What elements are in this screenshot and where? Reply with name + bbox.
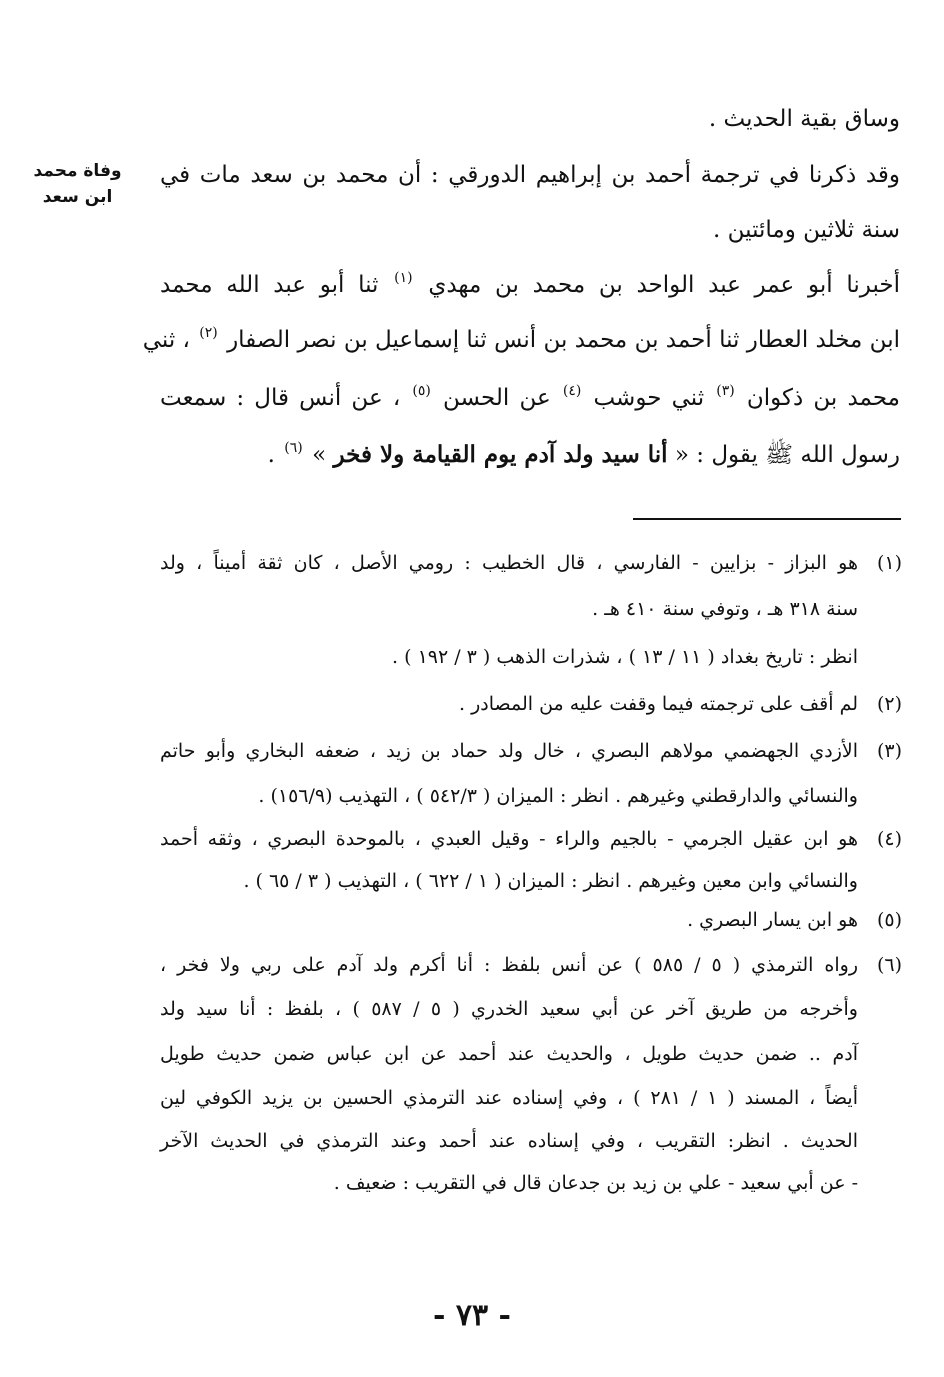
body-text: ، ثني — [142, 327, 190, 353]
body-line-3: سنة ثلاثين ومائتين . — [713, 217, 900, 243]
body-text: ثنا أبو عبد الله محمد — [160, 272, 379, 298]
footnote-ref-3: (٣) — [716, 383, 735, 399]
footnote-ref-4: (٤) — [562, 383, 582, 399]
footnote-number-3: (٣) — [876, 740, 902, 762]
footnote-1-line-3: انظر : تاريخ بغداد ( ١١ / ١٣ ) ، شذرات الذهب ( ٣ / ١٩٢ ) . — [392, 646, 858, 668]
footnote-6-line-3: آدم .. ضمن حديث طويل ، والحديث عند أحمد عن ابن عباس ضمن حديث طويل — [160, 1043, 858, 1065]
footnote-3-line-1: الأزدي الجهضمي مولاهم البصري ، خال ولد حماد بن زيد ، ضعفه البخاري وأبو حاتم — [160, 740, 858, 762]
footnote-3-line-2: والنسائي والدارقطني وغيرهم . انظر : الميزان ( ٥٤٢/٣ ) ، التهذيب (١٥٦/٩) . — [258, 785, 858, 807]
footnote-number-1: (١) — [876, 552, 902, 574]
body-text: محمد بن ذكوان — [746, 385, 900, 411]
body-line-1: وساق بقية الحديث . — [708, 106, 900, 132]
body-text: رسول الله ﷺ يقول : « — [674, 442, 900, 468]
body-text: » — [312, 442, 327, 468]
body-text: . — [267, 442, 275, 468]
footnote-ref-2: (٢) — [199, 325, 218, 341]
body-text: ، عن أنس قال : سمعت — [160, 385, 401, 411]
footnote-number-5: (٥) — [876, 909, 902, 931]
footnote-5-line-1: هو ابن يسار البصري . — [687, 909, 858, 931]
body-text: عن الحسن — [443, 385, 551, 411]
margin-note — [20, 158, 135, 210]
footnote-6-line-2: وأخرجه من طريق آخر عن أبي سعيد الخدري ( ٥ / ٥٨٧ ) ، بلفظ : أنا سيد ولد — [160, 998, 858, 1020]
margin-note-line-2: ابن سعد — [42, 187, 113, 207]
page-number: - ٧٣ - — [432, 1298, 512, 1333]
footnote-4-line-1: هو ابن عقيل الجرمي - بالجيم والراء - وقيل العبدي ، بالموحدة البصري ، وثقه أحمد — [160, 828, 858, 850]
footnote-4-line-2: والنسائي وابن معين وغيرهم . انظر : الميزان ( ١ / ٦٢٢ ) ، التهذيب ( ٣ / ٦٥ ) . — [243, 870, 858, 892]
body-line-5 — [142, 325, 900, 358]
footnote-1-line-1: هو البزاز - بزايين - الفارسي ، قال الخطيب : رومي الأصل ، كان ثقة أميناً ، ولد — [160, 552, 858, 574]
footnote-6-line-1: رواه الترمذي ( ٥ / ٥٨٥ ) عن أنس بلفظ : أنا أكرم ولد آدم على ربي ولا فخر ، — [160, 954, 859, 976]
body-text: ابن مخلد العطار ثنا أحمد بن محمد بن أنس ثنا إسماعيل بن نصر الصفار — [227, 327, 900, 353]
footnote-number-4: (٤) — [876, 828, 902, 850]
body-line-6 — [160, 383, 900, 416]
footnote-6-line-4: أيضاً ، المسند ( ١ / ٢٨١ ) ، وفي إسناده عند الترمذي الحسين بن يزيد الكوفي لين — [160, 1087, 859, 1109]
footnote-number-2: (٢) — [876, 693, 902, 715]
footnote-ref-6: (٦) — [284, 440, 303, 456]
footnote-2-line-1: لم أقف على ترجمته فيما وقفت عليه من المصادر . — [459, 693, 858, 715]
footnote-ref-1: (١) — [394, 270, 413, 286]
body-text: أخبرنا أبو عمر عبد الواحد بن محمد بن مهدي — [428, 272, 900, 298]
footnote-number-6: (٦) — [876, 954, 902, 976]
footnote-6-line-5: الحديث . انظر: التقريب ، وفي إسناده عند أحمد وعند الترمذي في الحديث الآخر — [160, 1130, 858, 1152]
footnote-6-line-6: - عن أبي سعيد - علي بن زيد بن جدعان قال في التقريب : ضعيف . — [333, 1172, 858, 1194]
body-line-7 — [160, 440, 900, 473]
body-line-4 — [160, 270, 900, 303]
footnote-ref-5: (٥) — [412, 383, 431, 399]
body-text: ثني حوشب — [593, 385, 705, 411]
footnote-separator — [633, 518, 901, 520]
footnote-1-line-2: سنة ٣١٨ هـ ، وتوفي سنة ٤١٠ هـ . — [592, 598, 858, 620]
margin-note-line-1: وفاة محمد — [33, 161, 122, 181]
hadith-text: أنا سيد ولد آدم يوم القيامة ولا فخر — [333, 441, 668, 468]
body-line-2: وقد ذكرنا في ترجمة أحمد بن إبراهيم الدورقي : أن محمد بن سعد مات في — [160, 162, 900, 188]
